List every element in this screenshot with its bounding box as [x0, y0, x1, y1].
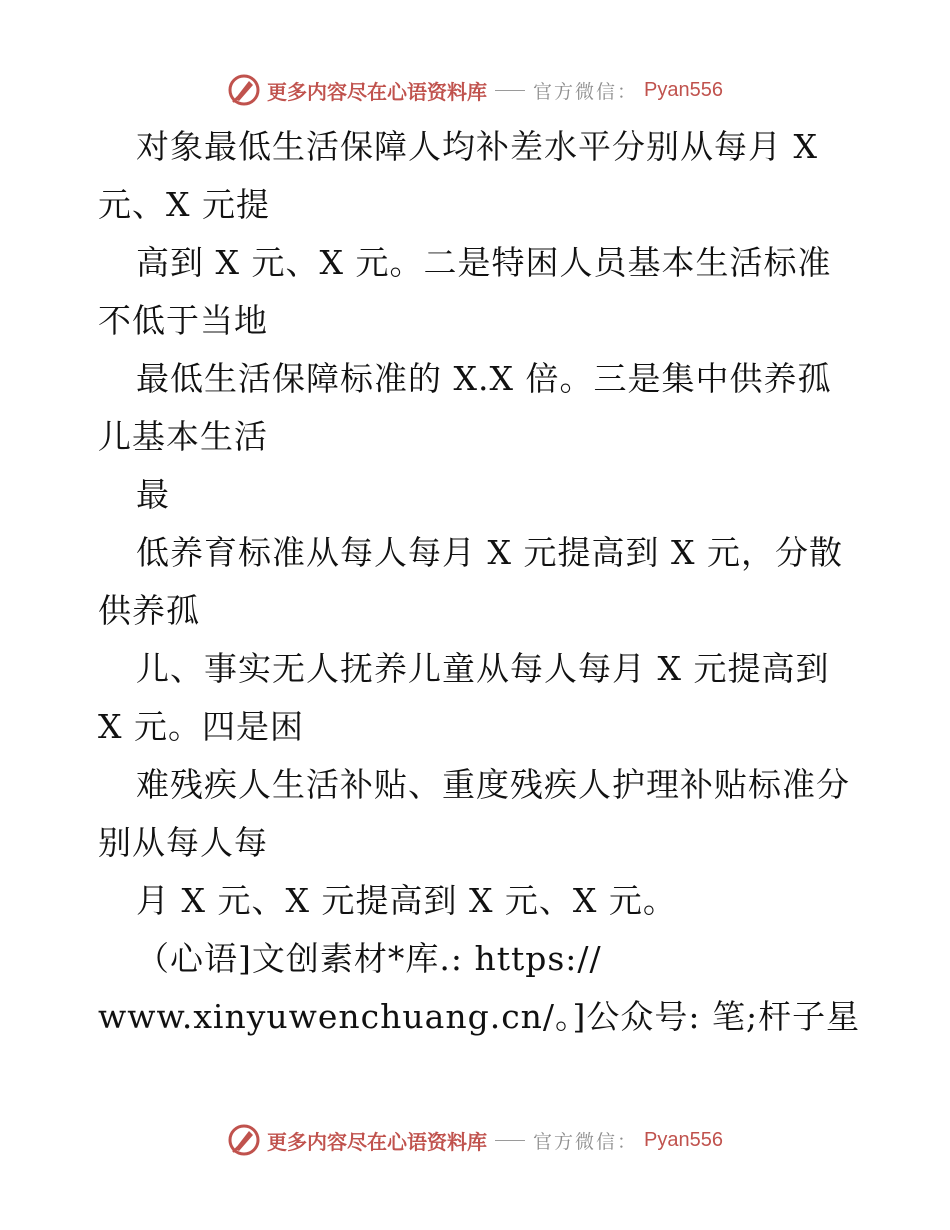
- header-brand-text: 更多内容尽在心语资料库: [267, 79, 487, 104]
- footer-divider: [495, 1140, 525, 1141]
- body-line: 供养孤: [98, 591, 200, 630]
- feather-pen-logo-icon: [227, 73, 261, 107]
- header-wechat-label: 官方微信：: [533, 80, 639, 103]
- body-line: 低养育标准从每人每月 X 元提高到 X 元，分散: [136, 533, 843, 572]
- header-banner: [0, 70, 950, 110]
- body-line: （心语]文创素材*库.: https://: [136, 939, 602, 978]
- document-body: [98, 118, 861, 1046]
- body-line: 元、X 元提: [98, 185, 270, 224]
- body-line: 月 X 元、X 元提高到 X 元、X 元。: [136, 881, 677, 920]
- footer-wechat-label: 官方微信：: [533, 1130, 639, 1153]
- body-line: 难残疾人生活补贴、重度残疾人护理补贴标准分: [136, 765, 850, 804]
- body-line: 最: [136, 475, 170, 514]
- footer-wechat-id: Pyan556: [644, 1128, 723, 1151]
- body-line: 对象最低生活保障人均补差水平分别从每月 X: [136, 127, 818, 166]
- body-line: 高到 X 元、X 元。二是特困人员基本生活标准: [136, 243, 832, 282]
- footer-banner: [0, 1120, 950, 1160]
- body-line: 儿基本生活: [98, 417, 268, 456]
- body-line: 儿、事实无人抚养儿童从每人每月 X 元提高到: [136, 649, 830, 688]
- feather-pen-logo-icon: [227, 1123, 261, 1157]
- body-line: 别从每人每: [98, 823, 268, 862]
- body-line: 不低于当地: [98, 301, 268, 340]
- body-line: www.xinyuwenchuang.cn/。]公众号: 笔;杆子星: [98, 997, 861, 1036]
- body-line: X 元。四是困: [98, 707, 304, 746]
- footer-brand-text: 更多内容尽在心语资料库: [267, 1129, 487, 1154]
- header-divider: [495, 90, 525, 91]
- header-wechat-id: Pyan556: [644, 78, 723, 101]
- body-line: 最低生活保障标准的 X.X 倍。三是集中供养孤: [136, 359, 832, 398]
